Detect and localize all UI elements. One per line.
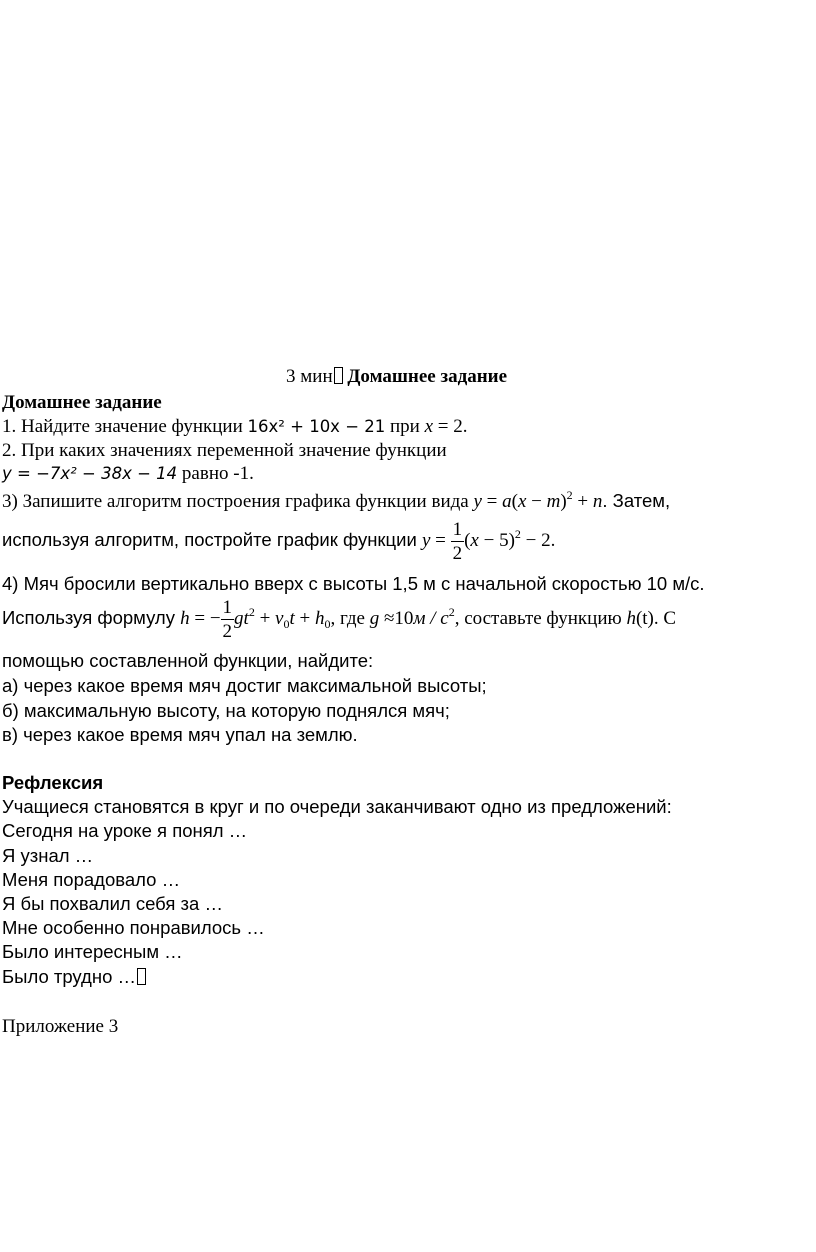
- reflection-prompt: Меня порадовало …: [2, 869, 181, 890]
- task-1-expression: 16x² + 10x − 21: [247, 417, 386, 436]
- missing-glyph-box-icon: [137, 968, 146, 985]
- appendix-label: Приложение 3: [2, 1016, 119, 1037]
- task-4-height-formula: h = − $\frac{1}{2}$ $gt^2 + v_0t + h_0$: [180, 597, 331, 642]
- reflection-prompt: Я бы похвалил себя за …: [2, 893, 223, 914]
- homework-heading: Домашнее задание: [2, 392, 162, 413]
- reflection-prompt-last: Было трудно …: [2, 966, 146, 987]
- header-time: 3 мин: [286, 366, 333, 387]
- reflection-heading: Рефлексия: [2, 772, 104, 793]
- task-4-item-a: а) через какое время мяч достиг максимальной высоты;: [2, 675, 487, 696]
- task-2-expression: y = −7x² − 38x − 14: [2, 464, 178, 483]
- section-header: [286, 366, 507, 388]
- reflection-prompt: Было интересным …: [2, 941, 183, 962]
- task-4-item-b: б) максимальную высоту, на которую поднялся мяч;: [2, 700, 450, 721]
- task-4-item-c: в) через какое время мяч упал на землю.: [2, 724, 358, 745]
- task-4-line-1: 4) Мяч бросили вертикально вверх с высоты 1,5 м с начальной скоростью 10 м/с.: [2, 573, 705, 594]
- missing-glyph-box-icon: [334, 367, 343, 384]
- task-3-formula-general: $y = a(x - m)^2 + n$: [473, 488, 603, 512]
- task-4-line-3: помощью составленной функции, найдите:: [2, 650, 374, 671]
- reflection-intro: Учащиеся становятся в круг и по очереди заканчивают одно из предложений:: [2, 796, 672, 817]
- header-title: Домашнее задание: [347, 366, 508, 387]
- task-2-line-1: 2. При каких значениях переменной значение функции: [2, 440, 447, 461]
- reflection-prompt: Сегодня на уроке я понял …: [2, 820, 248, 841]
- task-3-line-1: 3) Запишите алгоритм построения графика функции вида $y = a(x - m)^2 + n$. Затем,: [2, 488, 671, 512]
- reflection-prompt: Мне особенно понравилось …: [2, 917, 265, 938]
- task-4-g-formula: $g \approx 10м / c^2$: [369, 604, 455, 629]
- task-1: 1. Найдите значение функции 16x² + 10x − 21 при x = 2.: [2, 416, 468, 437]
- task-4-line-2: Используя формулу h = − $\frac{1}{2}$ $gt^2 + v_0t + h_0$, где $g \approx 10м / c^2$, составьте функцию h(t). С: [2, 597, 677, 642]
- task-3-formula-specific: y = $\frac{1}{2}$ $(x - 5)^2 - 2$: [421, 519, 551, 564]
- task-3-line-2: используя алгоритм, постройте график функции y = $\frac{1}{2}$ $(x - 5)^2 - 2$.: [2, 519, 556, 564]
- reflection-prompt: Я узнал …: [2, 845, 94, 866]
- task-2-line-2: y = −7x² − 38x − 14 равно -1.: [2, 463, 254, 484]
